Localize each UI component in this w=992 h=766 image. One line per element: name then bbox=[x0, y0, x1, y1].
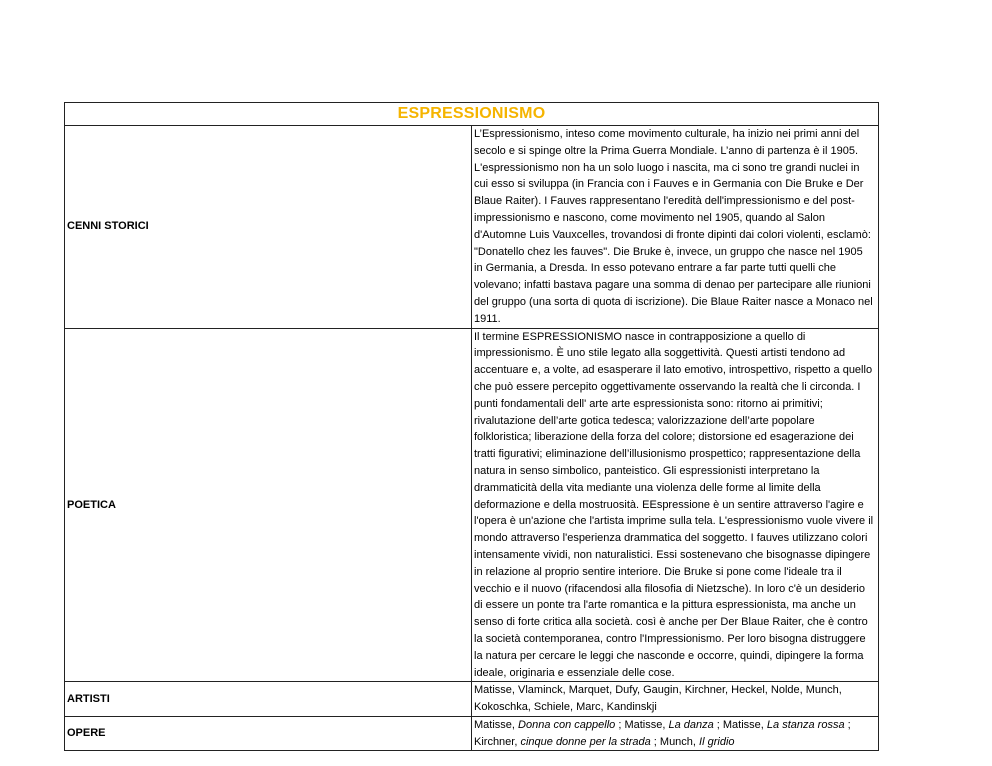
table-row-poetica bbox=[65, 328, 879, 682]
opera-item: Matisse, Donna con cappello ; bbox=[474, 718, 625, 731]
table-row-artisti bbox=[65, 682, 879, 717]
row-content-poetica: Il termine ESPRESSIONISMO nasce in contrapposizione a quello di impressionismo. È uno stile legato alla soggettività. Questi artisti tendono ad accentuare e, a volte, ad esasperare il lato emotivo, introspettivo, rispetto a quello che può essere percepito oggettivamente osservando la realtà che li circonda. I punti fondamentali dell' arte arte espressionista sono: ritorno ai primitivi; rivalutazione dell’arte gotica tedesca; valorizzazione dell’arte popolare folkloristica; liberazione della forza del colore; distorsione ed esagerazione dei tratti figurativi; eliminazione dell’illusionismo prospettico; rappresentazione della natura in senso simbolico, panteistico. Gli espressionisti interpretano la drammaticità della vita mediante una violenza delle forme al limite della deformazione e della mostruosità. EEspressione è un sentire attraverso l'agire e l'opera è un'azione che l'artista imprime sulla tela. L'espressionismo vuole vivere il mondo attraverso l'esperienza drammatica del soggetto. I fauves utilizzano colori intensamente vividi, non naturalistici. Essi sostenevano che bisognasse dipingere in relazione al proprio sentire interiore. Die Bruke si pone come l'ideale tra il vecchio e il nuovo (rifacendosi alla filosofia di Nietzsche). In loro c'è un desiderio di essere un ponte tra l'arte romantica e la pittura espressionista, ma anche un senso di forte critica alla società. così è anche per Der Blaue Raiter, che è contro la società contemporanea, contro l'Impressionismo. Per loro bisogna distruggere la natura per cercare le leggi che nasconde e occorre, quindi, dipingere la forma ideale, originaria e essenziale delle cose. bbox=[472, 328, 879, 682]
opera-title: La danza bbox=[668, 718, 714, 731]
row-content-artisti: Matisse, Vlaminck, Marquet, Dufy, Gaugin, Kirchner, Heckel, Nolde, Munch, Kokoschka, Schiele, Marc, Kandinskji bbox=[472, 682, 879, 717]
opera-item: Kirchner, cinque donne per la strada ; bbox=[474, 735, 660, 748]
opera-title: Il gridio bbox=[699, 735, 735, 748]
opera-title: La stanza rossa bbox=[766, 718, 845, 731]
opera-title: cinque donne per la strada bbox=[520, 735, 651, 748]
row-content-cenni-storici: L’Espressionismo, inteso come movimento culturale, ha inizio nei primi anni del secolo e si spinge oltre la Prima Guerra Mondiale. L’anno di partenza è il 1905. L'espressionismo non ha un solo luogo i nascita, ma ci sono tre grandi nuclei in cui esso si sviluppa (in Francia con i Fauves e in Germania con Die Bruke e Der Blaue Raiter). I Fauves rappresentano l'eredità dell'impressionismo e del post-impressionismo e nascono, come movimento nel 1905, quando al Salon d'Automne Luis Vauxcelles, trovandosi di fronte dipinti dai colori violenti, esclamò: "Donatello chez les fauves". Die Bruke è, invece, un gruppo che nasce nel 1905 in Germania, a Dresda. In esso potevano entrare a far parte tutti quelli che volevano; infatti bastava pagare una somma di denao per partecipare alle riunioni del gruppo (una sorta di quota di iscrizione). Die Blaue Raiter nasce a Monaco nel 1911. bbox=[472, 126, 879, 329]
opera-item: Munch, Il gridio bbox=[659, 735, 735, 748]
row-content-opere bbox=[472, 716, 879, 751]
row-label-artisti: ARTISTI bbox=[65, 682, 472, 717]
table-title: ESPRESSIONISMO bbox=[65, 103, 879, 126]
table-row-opere bbox=[65, 716, 879, 751]
row-label-poetica: POETICA bbox=[65, 328, 472, 682]
row-label-cenni-storici: CENNI STORICI bbox=[65, 126, 472, 329]
opera-item: Matisse, La danza ; bbox=[624, 718, 723, 731]
expressionism-table bbox=[64, 102, 879, 751]
row-label-opere: OPERE bbox=[65, 716, 472, 751]
opera-item: Matisse, La stanza rossa ; bbox=[722, 718, 851, 731]
table-row-cenni-storici bbox=[65, 126, 879, 329]
opera-title: Donna con cappello bbox=[518, 718, 616, 731]
